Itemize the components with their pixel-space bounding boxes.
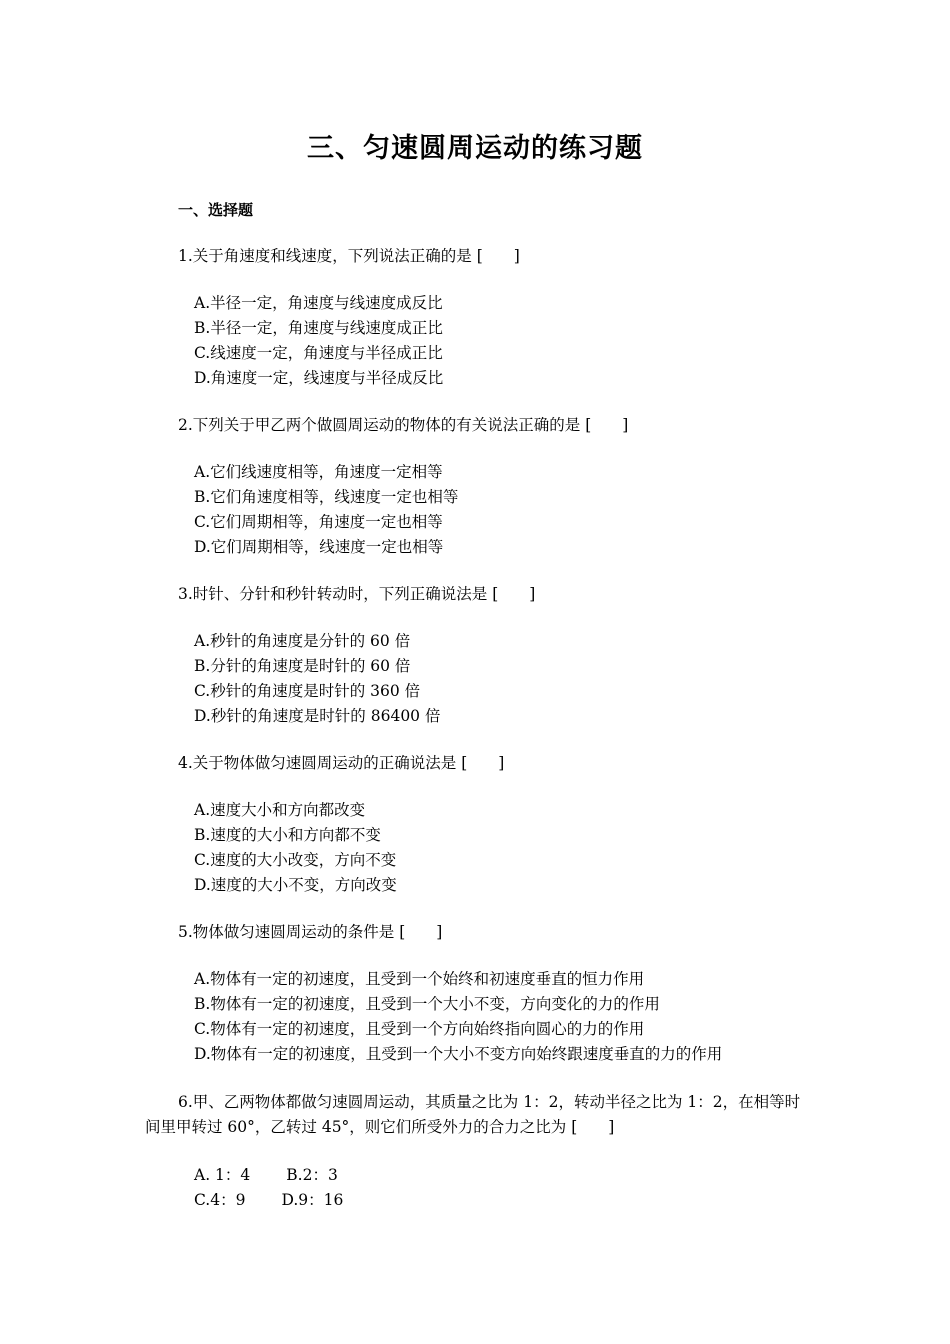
- question-6-option-c: C.4：9: [194, 1191, 246, 1209]
- question-2-option-a: A.它们线速度相等，角速度一定相等: [194, 463, 443, 481]
- question-1-options: [194, 291, 443, 391]
- page-title: 三、匀速圆周运动的练习题: [307, 133, 643, 164]
- question-4-options: [194, 798, 397, 898]
- question-6-options: [194, 1163, 343, 1213]
- question-4-option-b: B.速度的大小和方向都不变: [194, 826, 381, 844]
- question-5-option-d: D.物体有一定的初速度，且受到一个大小不变方向始终跟速度垂直的力的作用: [194, 1045, 723, 1063]
- question-3-option-c: C.秒针的角速度是时针的 360 倍: [194, 682, 421, 700]
- question-6-option-b: B.2：3: [286, 1166, 338, 1184]
- question-1-option-c: C.线速度一定，角速度与半径成正比: [194, 344, 443, 362]
- question-2-option-d: D.它们周期相等，线速度一定也相等: [194, 538, 444, 556]
- question-5-stem: 5.物体做匀速圆周运动的条件是 [ ]: [178, 923, 443, 941]
- question-2-option-b: B.它们角速度相等，线速度一定也相等: [194, 488, 459, 506]
- question-6-options-row-1: [194, 1163, 343, 1188]
- question-1-option-a: A.半径一定，角速度与线速度成反比: [194, 294, 443, 312]
- question-3-option-d: D.秒针的角速度是时针的 86400 倍: [194, 707, 441, 725]
- question-1-stem: 1.关于角速度和线速度，下列说法正确的是 [ ]: [178, 247, 520, 265]
- question-2-stem: 2.下列关于甲乙两个做圆周运动的物体的有关说法正确的是 [ ]: [178, 416, 629, 434]
- question-6-option-a: A. 1：4: [194, 1166, 251, 1184]
- question-4-option-c: C.速度的大小改变，方向不变: [194, 851, 397, 869]
- question-6-options-row-2: [194, 1188, 343, 1213]
- question-1-option-d: D.角速度一定，线速度与半径成反比: [194, 369, 444, 387]
- question-5-option-a: A.物体有一定的初速度，且受到一个始终和初速度垂直的恒力作用: [194, 970, 645, 988]
- question-1-option-b: B.半径一定，角速度与线速度成正比: [194, 319, 443, 337]
- section-heading: 一、选择题: [178, 201, 254, 219]
- question-2-options: [194, 460, 458, 560]
- question-4-stem: 4.关于物体做匀速圆周运动的正确说法是 [ ]: [178, 754, 505, 772]
- question-3-option-a: A.秒针的角速度是分针的 60 倍: [194, 632, 411, 650]
- question-4-option-a: A.速度大小和方向都改变: [194, 801, 366, 819]
- question-2-option-c: C.它们周期相等，角速度一定也相等: [194, 513, 443, 531]
- question-3-options: [194, 629, 440, 729]
- question-6-stem: 6.甲、乙两物体都做匀速圆周运动，其质量之比为 1：2，转动半径之比为 1：2，在相等时间里甲转过 60°，乙转过 45°，则它们所受外力的合力之比为 [ ]: [145, 1093, 801, 1136]
- question-6-option-d: D.9：16: [281, 1191, 344, 1209]
- question-3-stem: 3.时针、分针和秒针转动时，下列正确说法是 [ ]: [178, 585, 536, 603]
- question-3-option-b: B.分针的角速度是时针的 60 倍: [194, 657, 411, 675]
- question-5-option-c: C.物体有一定的初速度，且受到一个方向始终指向圆心的力的作用: [194, 1020, 645, 1038]
- question-5-option-b: B.物体有一定的初速度，且受到一个大小不变，方向变化的力的作用: [194, 995, 660, 1013]
- question-4-option-d: D.速度的大小不变，方向改变: [194, 876, 397, 894]
- question-5-options: [194, 967, 722, 1067]
